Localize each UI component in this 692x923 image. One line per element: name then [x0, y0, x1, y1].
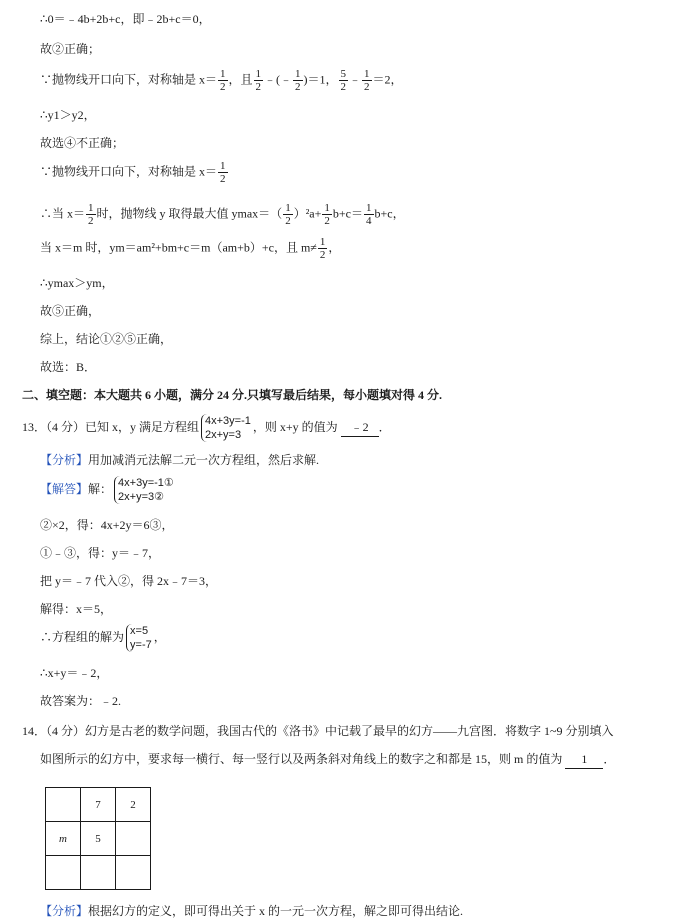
line-6: ∵抛物线开口向下，对称轴是 x＝ $\frac{1}{2}$ [40, 160, 226, 185]
fraction-half: $\frac{1}{2}$ [295, 68, 301, 93]
step-4: 解得：x＝5， [40, 602, 113, 616]
grid-cell [46, 788, 81, 822]
step-3: 把 y＝﹣7 代入②，得 2x﹣7＝3， [40, 574, 218, 588]
grid-cell: m [46, 822, 81, 856]
answer-blank: 1 [565, 750, 603, 769]
line-4: ∴y1＞y2， [40, 108, 96, 122]
answer-blank: ﹣2 [341, 418, 379, 437]
magic-square-grid [45, 787, 151, 890]
analysis-13: 【分析】用加减消元法解二元一次方程组，然后求解. [40, 453, 320, 467]
analysis-tag: 【分析】 [40, 904, 89, 918]
grid-row [46, 822, 151, 856]
step-7: 故答案为：﹣2. [40, 694, 122, 708]
line-1: ∴0＝﹣4b+2b+c，即﹣2b+c＝0， [40, 12, 211, 26]
analysis-14: 【分析】根据幻方的定义，即可得出关于 x 的一元一次方程，解之即可得出结论. [40, 904, 464, 918]
fraction-half: $\frac{1}{2}$ [220, 160, 226, 185]
line-8: 当 x＝m 时，ym＝am²+bm+c＝m（am+b）+c，且 m≠ $\frac{1}{2}$ ， [40, 236, 341, 261]
fraction-half: $\frac{1}{2}$ [319, 236, 326, 261]
grid-cell [81, 856, 116, 890]
grid-cell [116, 822, 151, 856]
question-14: 14．（4 分）幻方是古老的数学问题，我国古代的《洛书》中记载了最早的幻方——九宫图．将数字 1~9 分别填入 [22, 724, 614, 738]
line-12: 故选：B． [40, 360, 97, 374]
equation-system: x=5 y=-7 [126, 624, 152, 652]
fraction-half: $\frac{1}{2}$ [88, 202, 94, 227]
section-heading: 二、填空题：本大题共 6 小题，满分 24 分.只填写最后结果，每小题填对得 4 分. [22, 388, 443, 402]
solution-13: 【解答】解： 4x+3y=-1① 2x+y=3② [40, 477, 174, 503]
line-2: 故②正确； [40, 42, 101, 56]
step-6: ∴x+y＝﹣2， [40, 666, 109, 680]
fraction-half: $\frac{1}{2}$ [255, 68, 262, 93]
step-2: ①﹣③，得：y＝﹣7， [40, 546, 161, 560]
grid-cell: 5 [81, 822, 116, 856]
question-14-cont: 如图所示的幻方中，要求每一横行、每一竖行以及两条斜对角线上的数字之和都是 15，则 m 的值为 1 ． [40, 750, 615, 769]
grid-row [46, 856, 151, 890]
fraction-half: $\frac{1}{2}$ [285, 202, 291, 227]
line-10: 故⑤正确， [40, 304, 101, 318]
solution-tag: 【解答】 [40, 481, 89, 496]
analysis-tag: 【分析】 [40, 453, 89, 467]
fraction-half: $\frac{1}{2}$ [220, 68, 226, 93]
line-3: ∵抛物线开口向下，对称轴是 x＝ $\frac{1}{2}$ ，且 $\frac{1}{2}$ ﹣(﹣ $\frac{1}{2}$ )＝1， $\frac{5}{2}$ ﹣ $\frac{1}{2}$ ＝2， [40, 68, 403, 93]
line-5: 故选④不正确； [40, 136, 125, 150]
equation-system: 4x+3y=-1① 2x+y=3② [114, 476, 174, 504]
grid-cell: 2 [116, 788, 151, 822]
equation-system: 4x+3y=-1 2x+y=3 [201, 414, 251, 442]
fraction-half: $\frac{1}{2}$ [324, 202, 330, 227]
fraction-quarter: $\frac{1}{4}$ [366, 202, 372, 227]
step-5: ∴方程组的解为 x=5 y=-7 ， [40, 625, 166, 651]
grid-cell [46, 856, 81, 890]
question-13: 13．（4 分）已知 x，y 满足方程组 4x+3y=-1 2x+y=3 ，则 x+y 的值为 ﹣2 ． [22, 415, 391, 441]
step-1: ②×2，得：4x+2y＝6③， [40, 518, 174, 532]
fraction-half: $\frac{1}{2}$ [364, 68, 370, 93]
grid-cell: 7 [81, 788, 116, 822]
line-11: 综上，结论①②⑤正确， [40, 332, 173, 346]
grid-cell [116, 856, 151, 890]
line-7: ∴当 x＝ $\frac{1}{2}$ 时，抛物线 y 取得最大值 ymax＝（ $\frac{1}{2}$ ）²a+ $\frac{1}{2}$ b+c＝ $\frac{1}{4}$ b+c， [40, 202, 405, 227]
grid-row [46, 788, 151, 822]
fraction-five-half: $\frac{5}{2}$ [340, 68, 347, 93]
line-9: ∴ymax＞ym， [40, 276, 114, 290]
